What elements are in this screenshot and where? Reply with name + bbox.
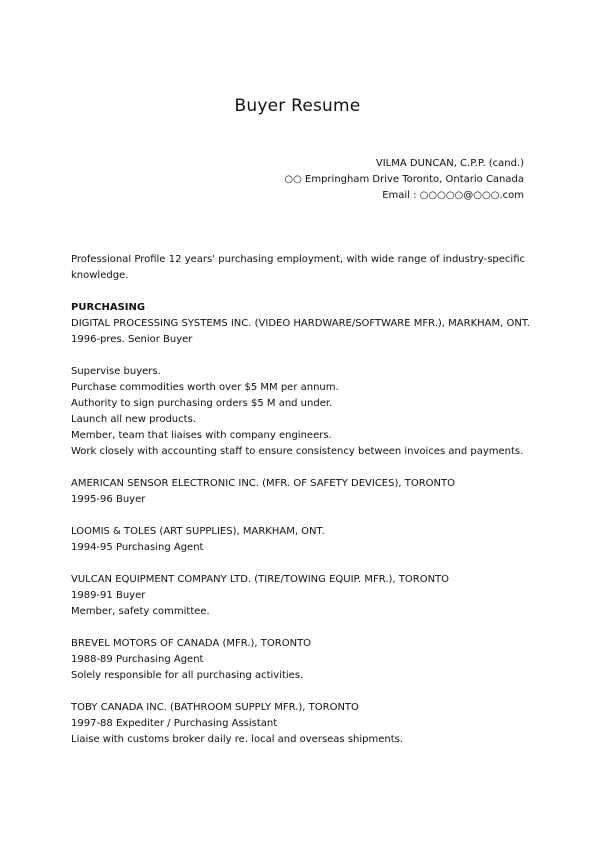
job-company: BREVEL MOTORS OF CANADA (MFR.), TORONTO [71, 638, 312, 649]
job-role: 1997-88 Expediter / Purchasing Assistant [71, 718, 278, 729]
job-entry [71, 524, 525, 556]
document-title: Buyer Resume [234, 96, 361, 116]
job-company: DIGITAL PROCESSING SYSTEMS INC. (VIDEO HARDWARE/SOFTWARE MFR.), MARKHAM, ONT. [71, 318, 530, 329]
contact-header [284, 156, 524, 204]
resume-body [71, 252, 530, 748]
job-role: 1989-91 Buyer [71, 590, 146, 601]
job-role: 1994-95 Purchasing Agent [71, 542, 204, 553]
job-entry [71, 572, 525, 620]
job-detail: Launch all new products. [71, 414, 196, 425]
professional-profile: Professional Profile 12 years' purchasing employment, with wide range of industry-specific knowledge. [71, 254, 525, 281]
candidate-address: ○○ Empringham Drive Toronto, Ontario Canada [284, 174, 524, 185]
job-entry [71, 476, 525, 508]
job-entry [71, 700, 525, 748]
job-role: 1996-pres. Senior Buyer [71, 334, 193, 345]
job-detail: Authority to sign purchasing orders $5 M and under. [71, 398, 333, 409]
job-company: TOBY CANADA INC. (BATHROOM SUPPLY MFR.), TORONTO [71, 702, 359, 713]
job-detail: Member, safety committee. [71, 606, 210, 617]
spacer [71, 460, 525, 476]
spacer [71, 684, 525, 700]
job-company: VULCAN EQUIPMENT COMPANY LTD. (TIRE/TOWING EQUIP. MFR.), TORONTO [71, 574, 450, 585]
spacer [71, 508, 525, 524]
spacer [71, 620, 525, 636]
job-detail: Supervise buyers. [71, 366, 161, 377]
candidate-email: Email : ○○○○○@○○○.com [382, 190, 524, 201]
section-title-purchasing: PURCHASING [71, 302, 146, 313]
candidate-name: VILMA DUNCAN, C.P.P. (cand.) [375, 158, 524, 169]
job-detail: Solely responsible for all purchasing activities. [71, 670, 304, 681]
job-entry [71, 636, 525, 684]
spacer [71, 556, 525, 572]
job-entry [71, 316, 530, 460]
job-detail: Work closely with accounting staff to ensure consistency between invoices and payments. [71, 446, 524, 457]
job-role: 1988-89 Purchasing Agent [71, 654, 204, 665]
spacer [71, 348, 525, 364]
job-detail: Member, team that liaises with company engineers. [71, 430, 332, 441]
job-company: AMERICAN SENSOR ELECTRONIC INC. (MFR. OF SAFETY DEVICES), TORONTO [71, 478, 455, 489]
job-company: LOOMIS & TOLES (ART SUPPLIES), MARKHAM, ONT. [71, 526, 325, 537]
job-detail: Liaise with customs broker daily re. local and overseas shipments. [71, 734, 404, 745]
job-role: 1995-96 Buyer [71, 494, 146, 505]
job-detail: Purchase commodities worth over $5 MM per annum. [71, 382, 339, 393]
